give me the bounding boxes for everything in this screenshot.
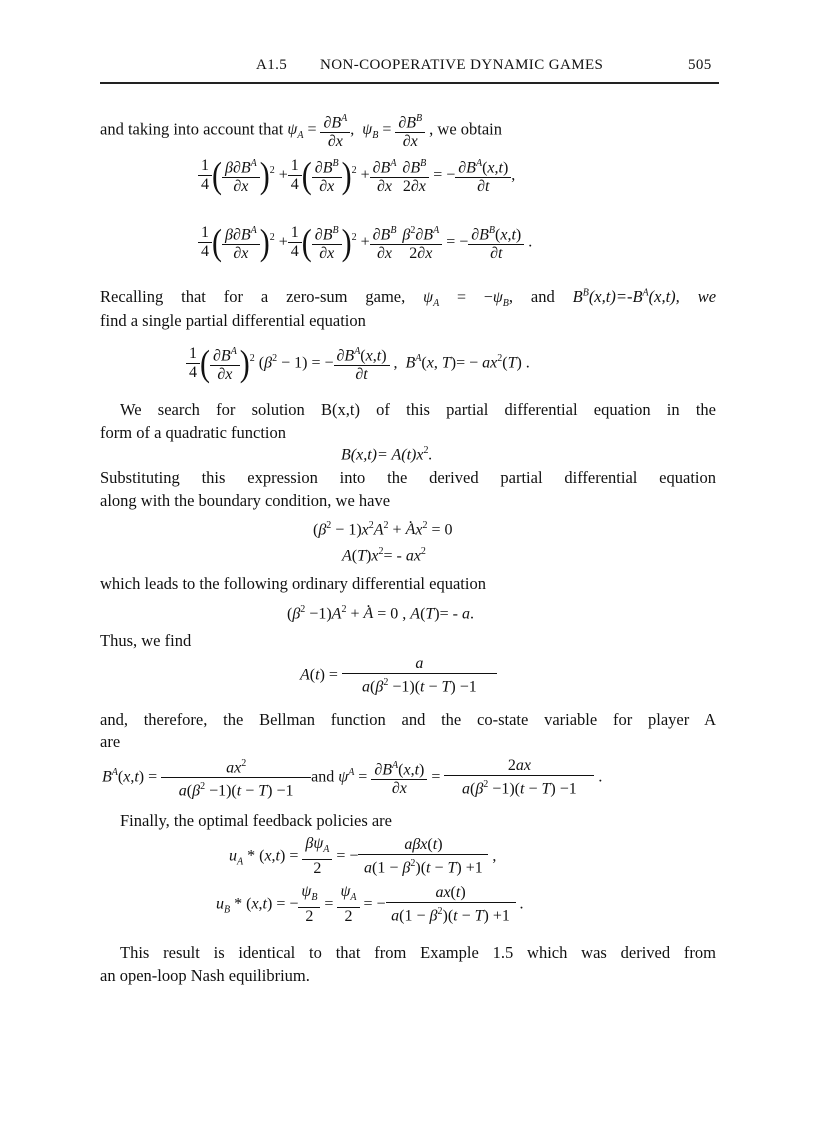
- intro-prefix: and taking into account that: [100, 119, 284, 139]
- recall-line-2: find a single partial differential equation: [100, 311, 366, 330]
- result-line-2: an open-loop Nash equilibrium.: [100, 966, 310, 985]
- fraction: $\frac{\partial B^B}{\partial x}$: [395, 110, 425, 151]
- intro-line: [100, 110, 502, 151]
- boundary-condition: $A(T)x^2= - ax^2$: [342, 546, 426, 565]
- and-word: and: [311, 768, 335, 786]
- policy-u-b: $u_B * (x,t)$ = − $\frac{\psi_B}{2}$ = $\frac{\psi_A}{2}$ = − $\frac{ax(t)}{a(1 - \beta^2)(t - T) +1}$ .: [216, 883, 524, 926]
- search-line-1: We search for solution B(x,t) of this partial differential equation in the: [120, 400, 716, 419]
- policy-u-a: $u_A * (x,t)$ = $\frac{\beta\psi_A}{2}$ = − $\frac{\text{aβx(t)}}{a(1 - \beta^2)(t - T) +1}$ ,: [229, 835, 497, 878]
- psi-definitions: $\psi_A$ = $\frac{\partial B^A}{\partial x}$ , $\psi_B$ = $\frac{\partial B^B}{\partial x}$: [287, 121, 429, 138]
- hjb-equation-b: $\frac{1}{4}$ ( $\frac{\beta\partial B^A}{\partial x}$ )$^2$ + $\frac{1}{4}$ ( $\frac{\partial B^B}{\partial x}$ )$^2$ + $\frac{\partial B^B}{\partial x}$ $\frac{\beta^2\partial B^A}{2\partial x}$ = − $\frac{\partial B^B(x,t)}{\partial t}$ .: [198, 222, 532, 263]
- ode-intro: which leads to the following ordinary differential equation: [100, 574, 486, 593]
- riccati-ode: $(\beta^2 -1)A^2 + A$ . = 0 , A(T)= - a.: [287, 604, 474, 623]
- single-pde: $\frac{1}{4}$ ( $\frac{\partial B^A}{\partial x}$ )$^2$ $(\beta^2 - 1)$ = − $\frac{\partial B^A(x,t)}{\partial t}$ , $B^A(x$, $T)= - ax^2(T)$ .: [186, 343, 530, 384]
- hjb-equation-a: $\frac{1}{4}$ ( $\frac{\beta\partial B^A}{\partial x}$ )$^2$ + $\frac{1}{4}$ ( $\frac{\partial B^B}{\partial x}$ )$^2$ + $\frac{\partial B^A}{\partial x}$ $\frac{\partial B^B}{2\partial x}$ = − $\frac{\partial B^A(x,t)}{\partial t}$ ,: [198, 155, 515, 196]
- result-line-1: This result is identical to that from Example 1.5 which was derived from: [120, 943, 716, 962]
- running-header-title: NON-COOPERATIVE DYNAMIC GAMES: [320, 57, 604, 73]
- fraction: $\frac{\partial B^A}{\partial x}$: [320, 110, 350, 151]
- page-number: 505: [688, 57, 712, 73]
- header-rule: [100, 82, 719, 84]
- finally-line: Finally, the optimal feedback policies are: [120, 811, 393, 830]
- substituted-equation: $(\beta^2 - 1)x^2A^2 + A$ $.x^2 = 0$: [313, 520, 453, 539]
- bellman-and-costate: $B^A(x,t)$ = $\frac{ax^2}{a(\beta^2 -1)(t - T) -1}$ and $\psi^A$ = $\frac{\partial B^A(x,t)}{\partial x}$ = $\frac{2ax}{a(\beta^2 -1)(t - T) -1}$ .: [102, 757, 603, 800]
- running-header-section: A1.5: [256, 57, 288, 73]
- substitute-line-1: Substituting this expression into the derived partial differential equation: [100, 468, 716, 487]
- therefore-line-2: are: [100, 732, 121, 751]
- substitute-line-2: along with the boundary condition, we have: [100, 491, 391, 510]
- recall-line-1: Recalling that for a zero-sum game, $\psi_A = -\psi_B$, and $B^B(x,t)=-B^A(x,t)$, we: [100, 287, 717, 310]
- therefore-line-1: and, therefore, the Bellman function and the co-state variable for player A: [100, 710, 716, 729]
- thus-line: Thus, we find: [100, 631, 192, 650]
- quadratic-form: $B(x,t)= A(t)x^2$.: [341, 445, 433, 464]
- search-line-2: form of a quadratic function: [100, 423, 287, 442]
- a-of-t-solution: A(t) = $\frac{a}{a(\beta^2 -1)(t - T) -1}$: [300, 655, 497, 696]
- intro-suffix: , we obtain: [429, 119, 503, 139]
